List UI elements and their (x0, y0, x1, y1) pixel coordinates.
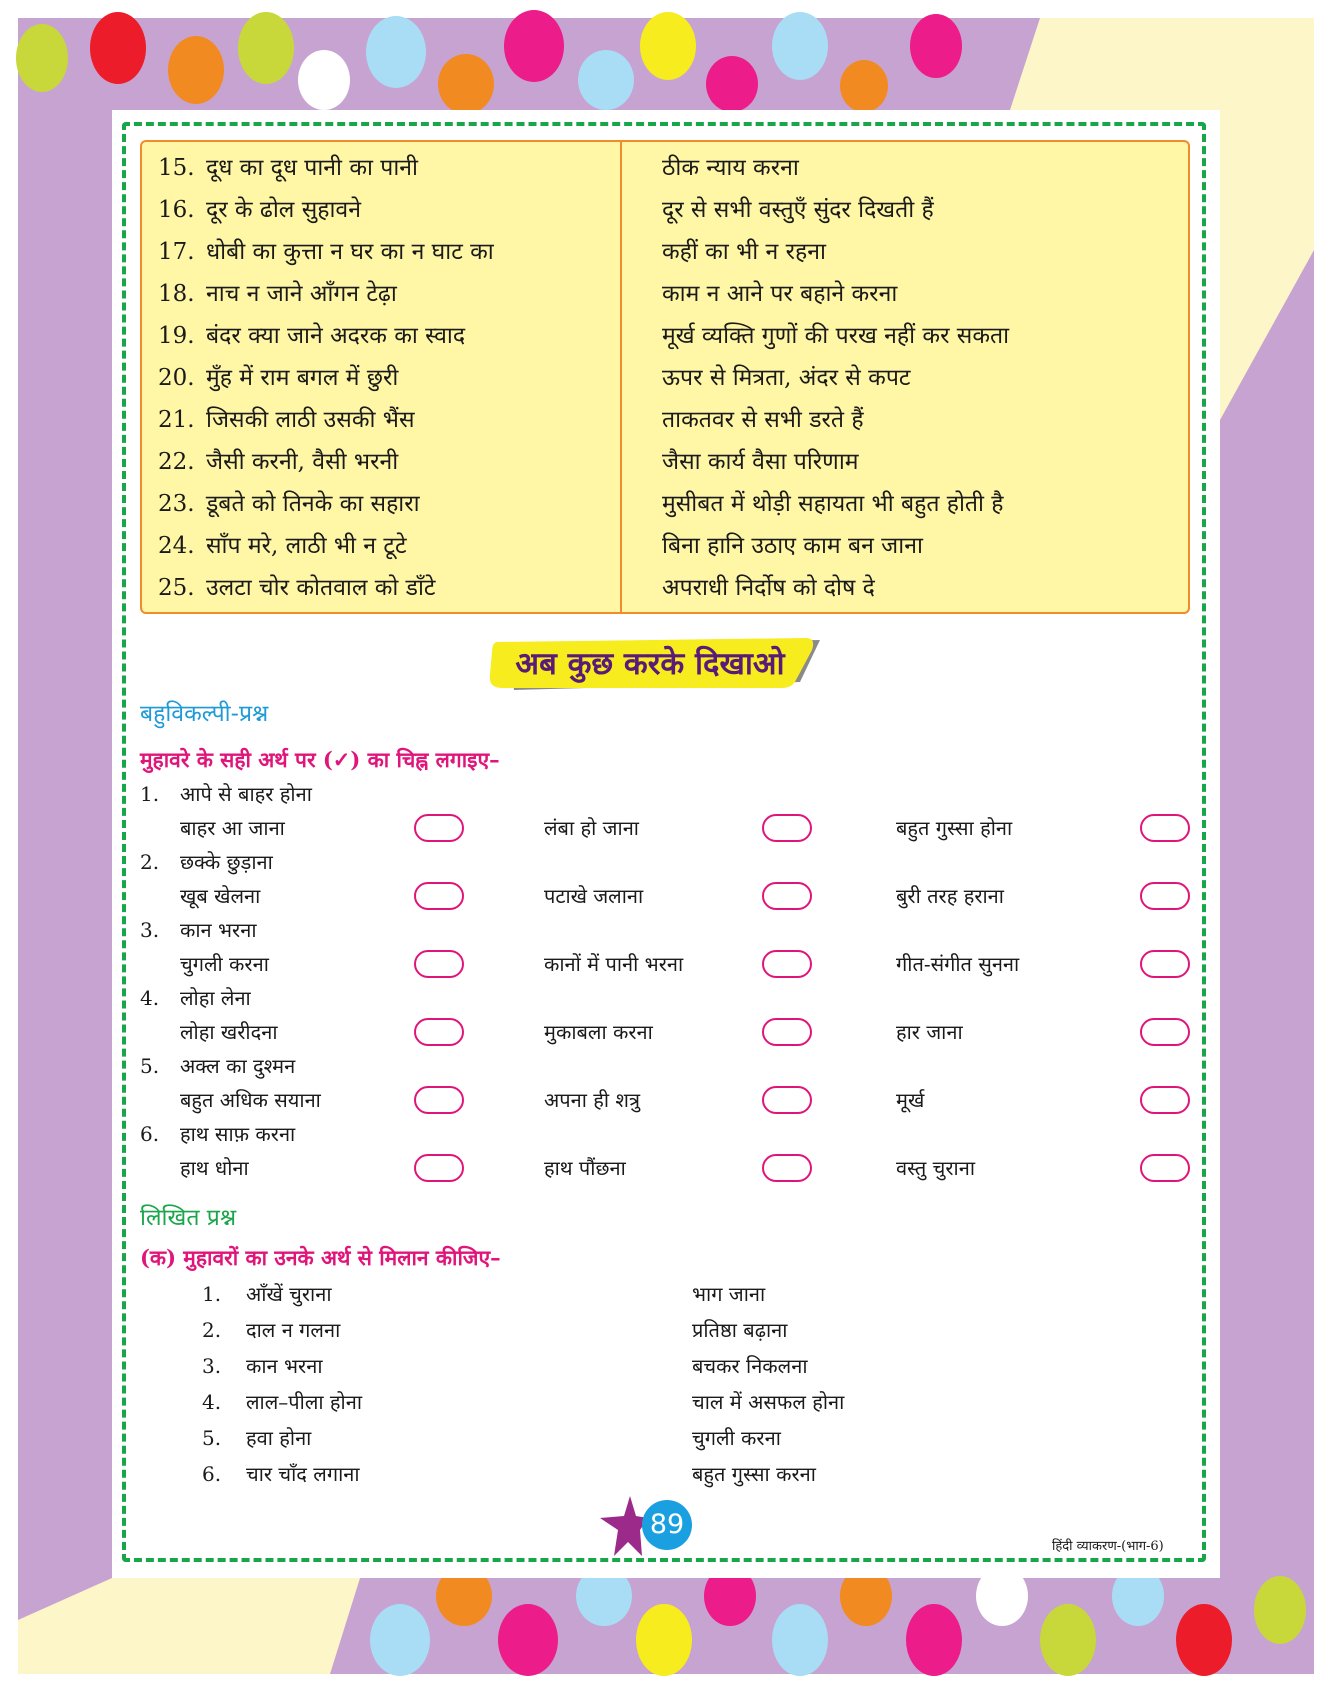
question-number: 1. (140, 782, 160, 806)
answer-checkbox[interactable] (414, 950, 464, 978)
match-left-item (202, 1280, 332, 1307)
proverb-number: 20. (158, 365, 195, 391)
option-label: हार जाना (896, 1020, 963, 1044)
option-label: लोहा खरीदना (180, 1020, 278, 1044)
answer-checkbox[interactable] (762, 950, 812, 978)
proverb-row (158, 318, 465, 354)
match-right-item: चाल में असफल होना (692, 1390, 845, 1414)
footer-book-title: हिंदी व्याकरण-(भाग-6) (1052, 1539, 1164, 1554)
proverb-meaning: दूर से सभी वस्तुएँ सुंदर दिखती हैं (662, 197, 934, 223)
match-number: 5. (202, 1426, 222, 1450)
proverb-meaning: कहीं का भी न रहना (662, 239, 826, 265)
proverb-text: जिसकी लाठी उसकी भैंस (206, 407, 415, 433)
match-right-item: बचकर निकलना (692, 1354, 808, 1378)
question-idiom (140, 1052, 295, 1079)
match-idiom: कान भरना (246, 1354, 323, 1378)
match-number: 3. (202, 1354, 222, 1378)
option-label: अपना ही शत्रु (544, 1088, 641, 1112)
question-number: 2. (140, 850, 160, 874)
option-label: पटाखे जलाना (544, 884, 644, 908)
match-right-item: बहुत गुस्सा करना (692, 1462, 816, 1486)
proverb-text: डूबते को तिनके का सहारा (206, 491, 420, 517)
answer-checkbox[interactable] (1140, 1086, 1190, 1114)
proverb-text: धोबी का कुत्ता न घर का न घाट का (206, 239, 494, 265)
match-left-item (202, 1316, 340, 1343)
question-text: कान भरना (180, 918, 257, 942)
match-right-item: भाग जाना (692, 1282, 766, 1306)
question-number: 6. (140, 1122, 160, 1146)
proverb-number: 22. (158, 449, 195, 475)
question-number: 3. (140, 918, 160, 942)
match-number: 6. (202, 1462, 222, 1486)
question-text: छक्के छुड़ाना (180, 850, 273, 874)
answer-checkbox[interactable] (762, 1018, 812, 1046)
answer-checkbox[interactable] (1140, 1018, 1190, 1046)
question-text: अक्ल का दुश्मन (180, 1054, 296, 1078)
match-idiom: हवा होना (246, 1426, 312, 1450)
option-label: बहुत गुस्सा होना (896, 816, 1013, 840)
proverb-meaning: अपराधी निर्दोष को दोष दे (662, 575, 875, 601)
match-idiom: दाल न गलना (246, 1318, 341, 1342)
proverb-number: 18. (158, 281, 195, 307)
answer-checkbox[interactable] (762, 1154, 812, 1182)
written-heading: लिखित प्रश्न (140, 1205, 237, 1231)
proverb-row (158, 276, 397, 312)
proverb-meaning: ऊपर से मित्रता, अंदर से कपट (662, 365, 911, 391)
proverb-meaning: काम न आने पर बहाने करना (662, 281, 898, 307)
answer-checkbox[interactable] (762, 814, 812, 842)
proverb-text: दूर के ढोल सुहावने (206, 197, 361, 223)
proverb-text: साँप मरे, लाठी भी न टूटे (206, 533, 407, 559)
proverb-text: दूध का दूध पानी का पानी (206, 155, 418, 181)
question-idiom (140, 916, 257, 943)
proverb-number: 21. (158, 407, 195, 433)
match-left-item (202, 1352, 323, 1379)
match-number: 2. (202, 1318, 222, 1342)
proverb-row (158, 486, 420, 522)
question-text: लोहा लेना (180, 986, 251, 1010)
option-label: कानों में पानी भरना (544, 952, 684, 976)
question-idiom (140, 780, 312, 807)
match-idiom: आँखें चुराना (246, 1282, 332, 1306)
answer-checkbox[interactable] (1140, 814, 1190, 842)
proverb-row (158, 150, 418, 186)
match-left-item (202, 1424, 311, 1451)
option-label: बाहर आ जाना (180, 816, 285, 840)
proverb-number: 19. (158, 323, 195, 349)
match-idiom: चार चाँद लगाना (246, 1462, 360, 1486)
question-idiom (140, 984, 251, 1011)
proverb-number: 16. (158, 197, 195, 223)
proverb-row (158, 402, 415, 438)
option-label: चुगली करना (180, 952, 269, 976)
proverb-row (158, 360, 398, 396)
option-label: हाथ धोना (180, 1156, 249, 1180)
proverb-meaning: जैसा कार्य वैसा परिणाम (662, 449, 859, 475)
proverb-number: 15. (158, 155, 195, 181)
proverb-text: मुँह में राम बगल में छुरी (206, 365, 399, 391)
proverb-meaning: ताकतवर से सभी डरते हैं (662, 407, 864, 433)
proverb-row (158, 570, 436, 606)
question-number: 4. (140, 986, 160, 1010)
match-idiom: लाल–पीला होना (246, 1390, 363, 1414)
proverb-number: 24. (158, 533, 195, 559)
answer-checkbox[interactable] (1140, 950, 1190, 978)
answer-checkbox[interactable] (414, 1154, 464, 1182)
answer-checkbox[interactable] (762, 882, 812, 910)
question-number: 5. (140, 1054, 160, 1078)
page-number: 89 (642, 1500, 692, 1550)
option-label: लंबा हो जाना (544, 816, 639, 840)
mcq-instruction: मुहावरे के सही अर्थ पर (✓) का चिह्न लगाइए– (140, 747, 500, 772)
proverb-row (158, 234, 494, 270)
option-label: बुरी तरह हराना (896, 884, 1004, 908)
proverb-row (158, 192, 361, 228)
answer-checkbox[interactable] (1140, 1154, 1190, 1182)
option-label: खूब खेलना (180, 884, 261, 908)
match-left-item (202, 1388, 362, 1415)
proverb-meaning: बिना हानि उठाए काम बन जाना (662, 533, 923, 559)
option-label: मुकाबला करना (544, 1020, 653, 1044)
proverb-text: उलटा चोर कोतवाल को डाँटे (206, 575, 436, 601)
answer-checkbox[interactable] (414, 1018, 464, 1046)
match-left-item (202, 1460, 360, 1487)
answer-checkbox[interactable] (414, 814, 464, 842)
proverb-text: बंदर क्या जाने अदरक का स्वाद (206, 323, 466, 349)
question-text: आपे से बाहर होना (180, 782, 312, 806)
written-instruction: (क) मुहावरों का उनके अर्थ से मिलान कीजिए– (140, 1245, 501, 1270)
proverb-meaning: मुसीबत में थोड़ी सहायता भी बहुत होती है (662, 491, 1004, 517)
banner-title: अब कुछ करके दिखाओ (515, 646, 785, 682)
proverb-row (158, 528, 407, 564)
answer-checkbox[interactable] (762, 1086, 812, 1114)
answer-checkbox[interactable] (1140, 882, 1190, 910)
proverb-text: जैसी करनी, वैसी भरनी (206, 449, 399, 475)
match-right-item: चुगली करना (692, 1426, 781, 1450)
proverb-number: 17. (158, 239, 195, 265)
proverbs-divider (620, 142, 622, 612)
proverb-number: 25. (158, 575, 195, 601)
match-right-item: प्रतिष्ठा बढ़ाना (692, 1318, 788, 1342)
answer-checkbox[interactable] (414, 882, 464, 910)
question-idiom (140, 1120, 295, 1147)
proverb-meaning: ठीक न्याय करना (662, 155, 799, 181)
match-number: 4. (202, 1390, 222, 1414)
option-label: मूर्ख (896, 1088, 925, 1112)
mcq-heading: बहुविकल्पी-प्रश्न (140, 701, 269, 727)
proverb-row (158, 444, 398, 480)
question-text: हाथ साफ़ करना (180, 1122, 296, 1146)
option-label: गीत-संगीत सुनना (896, 952, 1020, 976)
proverb-meaning: मूर्ख व्यक्ति गुणों की परख नहीं कर सकता (662, 323, 1010, 349)
question-idiom (140, 848, 273, 875)
option-label: बहुत अधिक सयाना (180, 1088, 321, 1112)
proverb-number: 23. (158, 491, 195, 517)
option-label: वस्तु चुराना (896, 1156, 975, 1180)
answer-checkbox[interactable] (414, 1086, 464, 1114)
proverb-text: नाच न जाने आँगन टेढ़ा (206, 281, 397, 307)
match-number: 1. (202, 1282, 222, 1306)
option-label: हाथ पौंछना (544, 1156, 626, 1180)
